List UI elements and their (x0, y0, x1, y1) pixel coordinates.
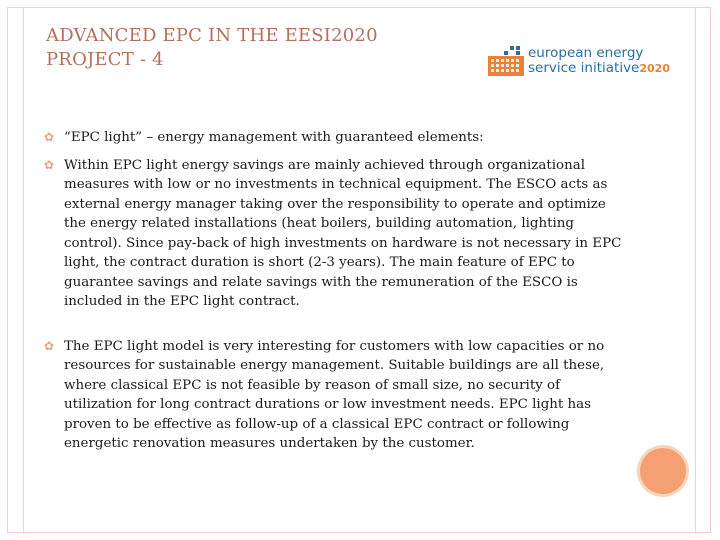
bullet-icon: ✿ (44, 338, 55, 353)
bullet-item-1 (44, 128, 624, 148)
bullet-text: “EPC light” – energy management with guaranteed elements: (64, 130, 484, 145)
logo-grid-icon (486, 44, 526, 80)
decorative-circle (640, 448, 686, 494)
bullet-item-3 (44, 337, 624, 454)
left-border-line (23, 8, 24, 532)
bullet-text: The EPC light model is very interesting for customers with low capacities or no resources for sustainable energy management. Suitable buildings are all these, where classical EPC is not feasible by reason of small size, no security of utilization for long contract durations or low investment needs. EPC light has proven to be effective as follow-up of a classical EPC contract or following energetic renovation measures undertaken by the customer. (64, 338, 605, 451)
bullet-icon: ✿ (44, 130, 55, 144)
logo-line-2-text: service initiative (528, 60, 640, 76)
title-line-2: PROJECT - 4 (46, 49, 164, 70)
bullet-item-2 (44, 156, 624, 312)
bullet-text: Within EPC light energy savings are mainly achieved through organizational measures with low or no investments in technical equipment. The ESCO acts as external energy manager taking over the responsibility to operate and optimize the energy related installations (heat boilers, building automation, lighting control). Since pay-back of high investments on hardware is not necessary in EPC light, the contract duration is short (2-3 years). The main feature of EPC to guarantee savings and relate savings with the remuneration of the ESCO is included in the EPC light contract. (64, 157, 622, 309)
logo-line-1: european energy (528, 45, 644, 61)
logo-line-2 (528, 61, 670, 76)
slide-title (46, 24, 466, 72)
logo-text (528, 46, 670, 76)
right-border-line (695, 8, 696, 532)
slide-content (44, 128, 624, 454)
eesi2020-logo (486, 44, 686, 80)
bullet-icon: ✿ (44, 157, 55, 172)
title-line-1: ADVANCED EPC IN THE EESI2020 (46, 25, 378, 46)
logo-year: 2020 (639, 62, 670, 75)
